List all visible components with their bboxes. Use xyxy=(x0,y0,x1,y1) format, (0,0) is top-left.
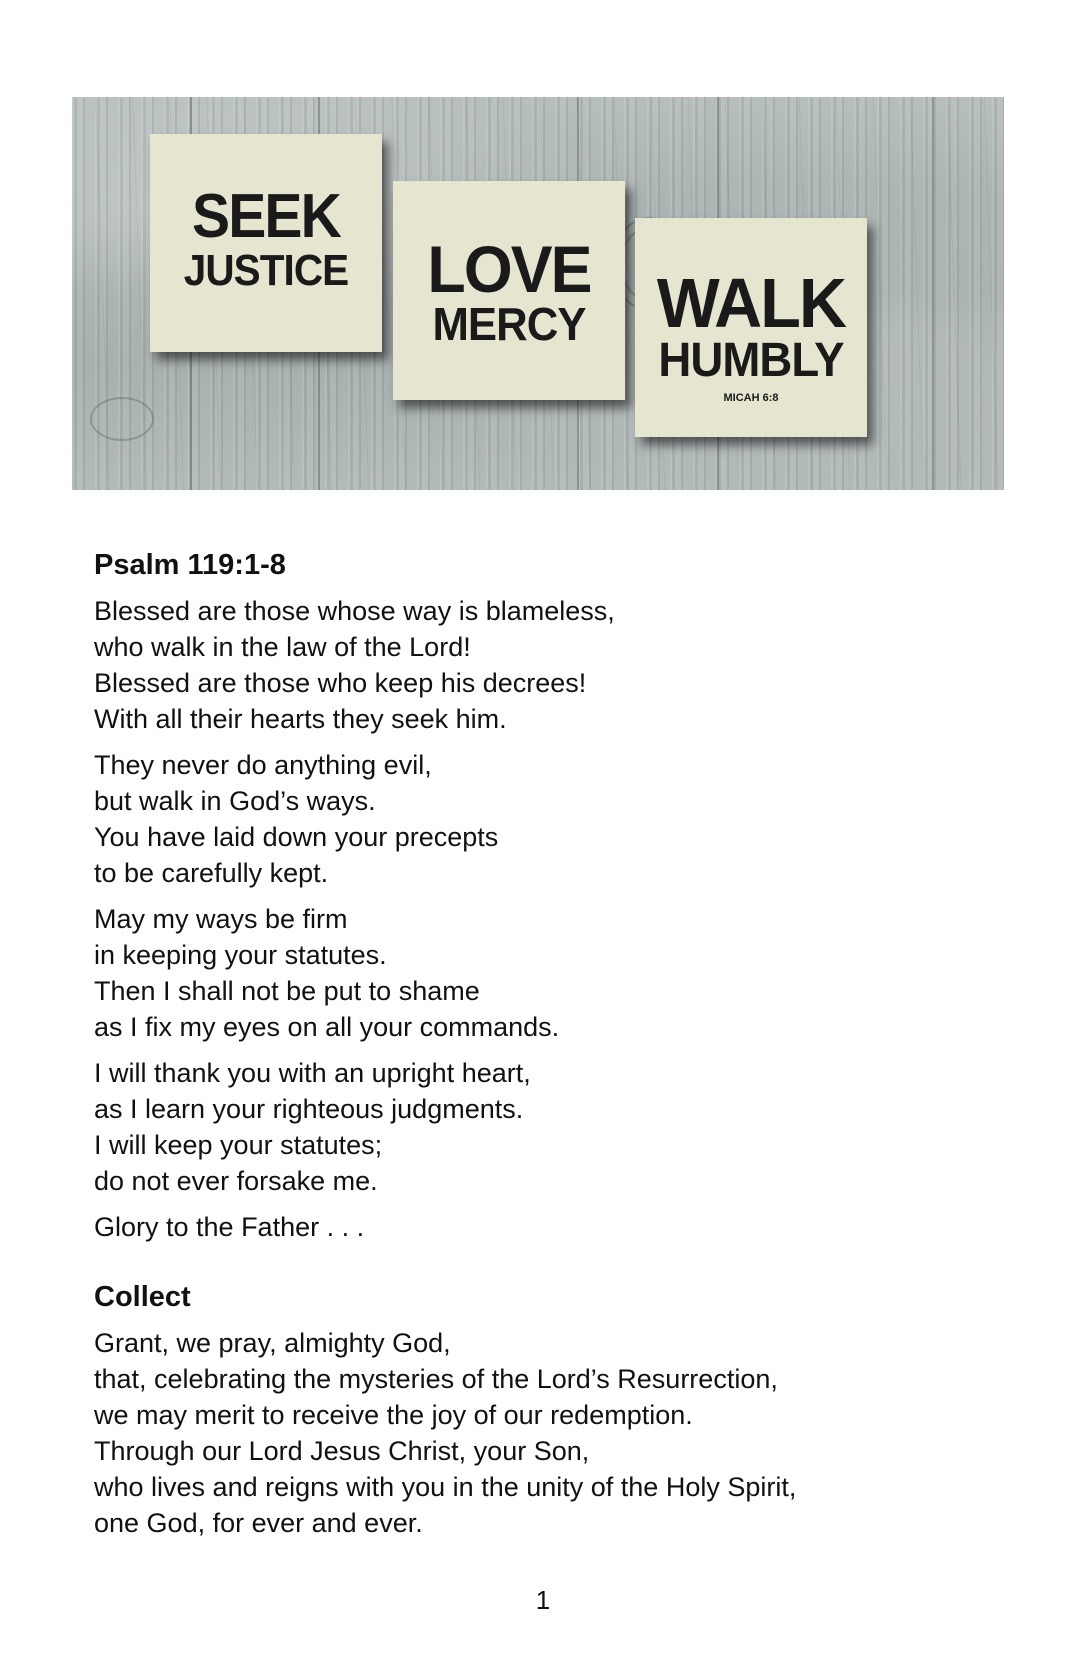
collect-line: that, celebrating the mysteries of the Lord’s Resurrection, xyxy=(94,1364,778,1394)
collect-line: one God, for ever and ever. xyxy=(94,1508,423,1538)
psalm-line: You have laid down your precepts xyxy=(94,822,499,852)
psalm-line: as I fix my eyes on all your commands. xyxy=(94,1012,560,1042)
psalm-line: as I learn your righteous judgments. xyxy=(94,1094,524,1124)
page-number: 1 xyxy=(535,1585,551,1615)
psalm-stanza xyxy=(94,1055,994,1199)
psalm-line: Blessed are those whose way is blameless, xyxy=(94,596,615,626)
collect-line: Grant, we pray, almighty God, xyxy=(94,1328,451,1358)
psalm-text xyxy=(94,593,994,1245)
page-content xyxy=(94,545,994,1551)
header-banner-image xyxy=(72,97,1004,490)
psalm-heading: Psalm 119:1-8 xyxy=(94,549,286,581)
psalm-line: Then I shall not be put to shame xyxy=(94,976,480,1006)
psalm-line: Glory to the Father . . . xyxy=(94,1212,365,1242)
collect-line: who lives and reigns with you in the unity of the Holy Spirit, xyxy=(94,1472,797,1502)
psalm-line: I will thank you with an upright heart, xyxy=(94,1058,531,1088)
psalm-line: who walk in the law of the Lord! xyxy=(94,632,471,662)
card-small-word: MERCY xyxy=(432,298,586,350)
card-big-word: WALK xyxy=(656,264,846,342)
card-big-word: SEEK xyxy=(192,182,340,251)
psalm-stanza xyxy=(94,747,994,891)
card-small-word: JUSTICE xyxy=(183,246,349,295)
collect-line: we may merit to receive the joy of our redemption. xyxy=(94,1400,693,1430)
psalm-line: do not ever forsake me. xyxy=(94,1166,378,1196)
card-love-mercy xyxy=(393,181,625,400)
card-small-word: HUMBLY xyxy=(658,334,844,387)
psalm-stanza xyxy=(94,593,994,737)
psalm-line: in keeping your statutes. xyxy=(94,940,387,970)
card-big-word: LOVE xyxy=(427,232,591,306)
collect-text xyxy=(94,1325,994,1541)
psalm-line: to be carefully kept. xyxy=(94,858,329,888)
collect-line: Through our Lord Jesus Christ, your Son, xyxy=(94,1436,590,1466)
collect-heading: Collect xyxy=(94,1281,191,1313)
card-seek-justice xyxy=(150,134,382,352)
psalm-line: Blessed are those who keep his decrees! xyxy=(94,668,587,698)
psalm-line: I will keep your statutes; xyxy=(94,1130,383,1160)
psalm-line: With all their hearts they seek him. xyxy=(94,704,507,734)
scripture-reference: MICAH 6:8 xyxy=(723,392,779,404)
psalm-line: They never do anything evil, xyxy=(94,750,432,780)
psalm-stanza xyxy=(94,901,994,1045)
card-walk-humbly xyxy=(635,218,867,437)
psalm-stanza xyxy=(94,1209,994,1245)
psalm-line: May my ways be firm xyxy=(94,904,348,934)
psalm-line: but walk in God’s ways. xyxy=(94,786,376,816)
